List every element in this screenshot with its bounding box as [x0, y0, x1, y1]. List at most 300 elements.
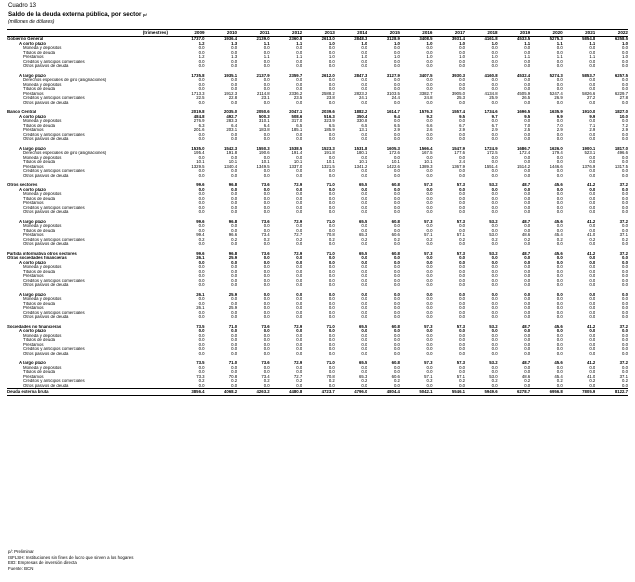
cell-value: 1.3 [231, 41, 238, 46]
row-label: Préstamos [23, 306, 44, 310]
row-label: Moneda y depósitos [23, 224, 62, 228]
cell-value: 0.0 [622, 297, 628, 301]
cell-value: 48.7 [521, 183, 531, 187]
cell-value: 0.0 [231, 242, 238, 246]
cell-value: 0.0 [589, 347, 596, 351]
cell-value: 0.0 [524, 351, 531, 356]
cell-value: 185.9 [324, 128, 335, 132]
cell-value: 0.0 [296, 260, 303, 265]
title-text: Saldo de la deuda externa pública, por sector [8, 11, 142, 18]
cell-value: 167.5 [421, 151, 433, 155]
cell-value: 24.8 [424, 96, 433, 100]
year-header: 2017 [433, 30, 466, 37]
cell-value: 0.0 [198, 50, 205, 55]
cell-value: 0.2 [622, 237, 628, 242]
cell-value: 0.0 [556, 315, 563, 319]
cell-value: 0.0 [296, 310, 303, 315]
cell-value: 172.4 [519, 151, 531, 155]
cell-value: 5826.6 [582, 91, 596, 96]
cell-value: 0.0 [361, 196, 368, 201]
cell-value: 0.0 [622, 310, 628, 315]
cell-value: 1.0 [361, 41, 368, 46]
cell-value: 0.0 [556, 278, 563, 283]
cell-value: 0.0 [198, 100, 205, 105]
cell-value: 0.0 [622, 370, 628, 374]
cell-value: 24.1 [359, 96, 368, 100]
cell-value: 0.0 [296, 205, 303, 210]
cell-value: 0.0 [524, 192, 531, 196]
cell-value: 48.7 [521, 251, 531, 256]
cell-value: 2.9 [459, 128, 466, 132]
cell-value: 283.3 [226, 119, 238, 123]
cell-value: 0.0 [556, 260, 563, 265]
cell-value: 177.6 [454, 151, 466, 155]
cell-value: 0.0 [589, 50, 596, 55]
cell-value: 0.0 [426, 59, 433, 64]
cell-value: 0.0 [622, 82, 628, 87]
cell-value: 0.0 [328, 370, 335, 374]
cell-value: 0.0 [524, 383, 531, 388]
cell-value: 1523.3 [321, 146, 335, 151]
cell-value: 0.0 [296, 82, 303, 87]
cell-value: 0.0 [231, 155, 238, 160]
cell-value: 0.0 [524, 265, 531, 269]
cell-value: 45.6 [554, 251, 563, 256]
cell-value: 0.0 [393, 173, 400, 178]
cell-value: 0.0 [491, 192, 498, 196]
cell-value: 0.0 [263, 301, 270, 306]
cell-value: 45.6 [554, 324, 563, 329]
row-label: A largo plazo [19, 292, 46, 297]
cell-value: 0.0 [589, 383, 596, 388]
cell-value: 0.0 [589, 283, 596, 287]
cell-value: 23.5 [293, 96, 303, 100]
row-label: Préstamos [23, 274, 44, 278]
cell-value: 0.0 [491, 383, 498, 388]
cell-value: 0.0 [556, 132, 563, 137]
cell-value: 0.0 [328, 329, 335, 333]
cell-value: 0.0 [328, 132, 335, 137]
cell-value: 41.0 [586, 374, 596, 379]
cell-value: 508.6 [291, 114, 303, 119]
cell-value: 1542.3 [223, 146, 238, 151]
cell-value: 0.0 [361, 278, 368, 283]
cell-value: 0.0 [524, 64, 531, 68]
cell-value: 57.1 [456, 374, 466, 379]
cell-value: 172.6 [389, 151, 400, 155]
cell-value: 0.0 [622, 315, 628, 319]
cell-value: 0.0 [393, 365, 400, 370]
cell-value: 0.0 [231, 347, 238, 351]
cell-value: 60.8 [391, 183, 400, 187]
cell-value: 37.2 [619, 183, 628, 187]
cell-value: 10.1 [228, 160, 238, 164]
cell-value: 0.0 [231, 196, 238, 201]
cell-value: 0.0 [231, 383, 238, 388]
row-label: Partida informativa otros sectores [7, 251, 77, 256]
cell-value: 0.0 [328, 196, 335, 201]
table-number: Cuadro 13 [8, 3, 37, 9]
cell-value: 0.0 [459, 169, 466, 173]
cell-value: 1.0 [622, 55, 628, 59]
row-label: Otros pasivos de deuda [23, 210, 69, 214]
cell-value: 0.0 [361, 228, 368, 233]
cell-value: 0.2 [296, 379, 303, 383]
cell-value: 0.0 [459, 192, 466, 196]
cell-value: 1321.5 [321, 164, 335, 169]
cell-value: 0.0 [198, 132, 205, 137]
cell-value: 0.0 [263, 64, 270, 68]
row-label: Títulos de deuda [23, 370, 56, 374]
cell-value: 0.0 [556, 383, 563, 388]
cell-value: 0.0 [198, 370, 205, 374]
cell-value: 0.2 [622, 379, 628, 383]
cell-value: 57.1 [424, 233, 433, 237]
cell-value: 0.0 [198, 205, 205, 210]
cell-value: 0.0 [263, 137, 270, 141]
cell-value: 0.0 [426, 242, 433, 246]
cell-value: 1.1 [589, 55, 596, 59]
cell-value: 0.0 [328, 137, 335, 141]
cell-value: 0.0 [393, 351, 400, 356]
cell-value: 1566.4 [419, 146, 433, 151]
cell-value: 0.0 [491, 160, 498, 164]
cell-value: 1340.4 [223, 164, 238, 169]
cell-value: 0.0 [589, 187, 596, 192]
cell-value: 0.0 [328, 351, 335, 356]
cell-value: 0.0 [426, 383, 433, 388]
cell-value: 10.1 [391, 160, 400, 164]
cell-value: 1882.2 [354, 110, 368, 114]
cell-value: 1.0 [459, 55, 466, 59]
cell-value: 0.0 [556, 256, 563, 260]
cell-value: 0.0 [556, 119, 563, 123]
cell-value: 0.0 [459, 269, 466, 274]
cell-value: 0.0 [296, 187, 303, 192]
cell-value: 0.0 [491, 242, 498, 246]
cell-value: 0.0 [491, 310, 498, 315]
cell-value: 0.0 [556, 59, 563, 64]
cell-value: 0.0 [296, 329, 303, 333]
cell-value: 0.0 [556, 100, 563, 105]
cell-value: 0.0 [296, 155, 303, 160]
cell-value: 0.0 [393, 228, 400, 233]
cell-value: 0.0 [328, 187, 335, 192]
cell-value: 0.0 [328, 333, 335, 338]
cell-value: 24.4 [391, 96, 400, 100]
cell-value: 3128.9 [386, 36, 400, 41]
cell-value: 0.0 [589, 265, 596, 269]
cell-value: 1535.0 [191, 146, 205, 151]
row-label: Gobierno General [7, 36, 44, 41]
cell-value: 0.0 [393, 278, 400, 283]
cell-value: 1.1 [556, 41, 563, 46]
row-label: A largo plazo [19, 73, 46, 78]
cell-value: 0.0 [231, 278, 238, 283]
cell-value: 6.7 [491, 123, 498, 128]
row-label: Títulos de deuda [23, 269, 56, 274]
row-label: Otros pasivos de deuda [23, 64, 69, 68]
cell-value: 0.0 [263, 265, 270, 269]
cell-value: 45.4 [554, 233, 563, 237]
cell-value: 0.0 [393, 82, 400, 87]
cell-value: 0.0 [328, 87, 335, 91]
cell-value: 26.1 [196, 306, 205, 310]
cell-value: 2050.6 [256, 110, 270, 114]
cell-value: 0.0 [426, 155, 433, 160]
cell-value: 0.0 [361, 87, 368, 91]
cell-value: 1.0 [491, 41, 498, 46]
cell-value: 0.0 [459, 301, 466, 306]
cell-value: 41.0 [586, 233, 596, 237]
cell-value: 0.0 [361, 365, 368, 370]
cell-value: 0.0 [524, 224, 531, 228]
cell-value: 0.0 [393, 78, 400, 82]
cell-value: 0.0 [231, 100, 238, 105]
cell-value: 65.5 [359, 324, 368, 329]
cell-value: 0.0 [296, 59, 303, 64]
cell-value: 5247.4 [549, 91, 563, 96]
cell-value: 0.0 [263, 132, 270, 137]
cell-value: 0.0 [622, 301, 628, 306]
cell-value: 0.0 [296, 210, 303, 214]
cell-value: 0.0 [622, 278, 628, 283]
cell-value: 9.9 [589, 114, 596, 119]
cell-value: 1900.1 [582, 146, 596, 151]
cell-value: 0.0 [622, 274, 628, 278]
cell-value: 0.0 [328, 278, 335, 283]
cell-value: 0.0 [263, 365, 270, 370]
cell-value: 4532.4 [517, 73, 531, 78]
cell-value: 0.2 [231, 379, 238, 383]
cell-value: 73.6 [261, 361, 270, 365]
cell-value: 53.2 [489, 251, 498, 256]
cell-value: 0.0 [524, 59, 531, 64]
total-value: 5546.1 [433, 389, 466, 396]
row-label: A largo plazo [19, 219, 46, 224]
row-label: Otros pasivos de deuda [23, 173, 69, 178]
cell-value: 0.0 [589, 329, 596, 333]
cell-value: 0.0 [361, 50, 368, 55]
cell-value: 10.1 [359, 160, 368, 164]
total-row [7, 389, 628, 396]
cell-value: 57.3 [456, 219, 466, 224]
cell-value: 0.0 [459, 265, 466, 269]
cell-value: 48.7 [521, 219, 531, 224]
cell-value: 0.0 [361, 260, 368, 265]
cell-value: 0.0 [198, 201, 205, 205]
cell-value: 1.1 [589, 41, 596, 46]
cell-value: 0.0 [296, 201, 303, 205]
cell-value: 0.0 [361, 351, 368, 356]
cell-value: 0.0 [198, 82, 205, 87]
cell-value: 10.1 [326, 160, 335, 164]
cell-value: 57.1 [456, 233, 466, 237]
cell-value: 0.0 [263, 173, 270, 178]
cell-value: 0.0 [556, 365, 563, 370]
cell-value: 0.0 [524, 283, 531, 287]
cell-value: 0.0 [622, 269, 628, 274]
row-label: Títulos de deuda [23, 123, 56, 128]
cell-value: 0.0 [589, 306, 596, 310]
cell-value: 0.0 [231, 132, 238, 137]
cell-value: 1576.3 [419, 110, 433, 114]
cell-value: 0.0 [198, 283, 205, 287]
cell-value: 0.0 [491, 173, 498, 178]
cell-value: 0.0 [426, 265, 433, 269]
row-label: Títulos de deuda [23, 301, 56, 306]
cell-value: 0.0 [589, 292, 596, 297]
cell-value: 0.0 [426, 365, 433, 370]
cell-value: 191.8 [226, 151, 238, 155]
cell-value: 0.0 [459, 315, 466, 319]
cell-value: 72.7 [293, 374, 303, 379]
cell-value: 0.0 [459, 210, 466, 214]
cell-value: 0.0 [198, 210, 205, 214]
cell-value: 0.0 [198, 315, 205, 319]
row-label: Moneda y depósitos [23, 265, 62, 269]
cell-value: 0.0 [622, 256, 628, 260]
total-value: 5042.1 [400, 389, 433, 396]
cell-value: 0.2 [361, 237, 368, 242]
cell-value: 0.0 [524, 278, 531, 283]
footnote: ISFLSH: Instituciones sin fines de lucro que sirven a los hogares [8, 554, 134, 560]
cell-value: 0.0 [589, 64, 596, 68]
cell-value: 0.0 [263, 283, 270, 287]
cell-value: 0.0 [263, 87, 270, 91]
cell-value: 0.0 [296, 342, 303, 347]
cell-value: 0.2 [393, 379, 400, 383]
cell-value: 0.0 [263, 338, 270, 342]
cell-value: 53.0 [489, 374, 498, 379]
cell-value: 350.4 [356, 114, 368, 119]
cell-value: 0.0 [524, 365, 531, 370]
row-label: Otros pasivos de deuda [23, 137, 69, 141]
cell-value: 0.0 [459, 46, 466, 50]
cell-value: 0.0 [263, 274, 270, 278]
cell-value: 0.2 [198, 237, 205, 242]
cell-value: 72.9 [293, 183, 303, 187]
cell-value: 0.0 [426, 306, 433, 310]
total-value: 3856.4 [172, 389, 205, 396]
cell-value: 0.0 [491, 59, 498, 64]
cell-value: 0.0 [491, 169, 498, 173]
cell-value: 0.0 [491, 283, 498, 287]
cell-value: 6.6 [426, 123, 433, 128]
cell-value: 0.0 [393, 269, 400, 274]
cell-value: 0.0 [328, 173, 335, 178]
cell-value: 0.0 [393, 205, 400, 210]
cell-value: 96.8 [228, 183, 238, 187]
row-label: Créditos y anticipos comerciales [23, 169, 85, 173]
cell-value: 0.0 [589, 297, 596, 301]
cell-value: 41.2 [586, 219, 596, 224]
cell-value: 0.0 [589, 173, 596, 178]
cell-value: 0.0 [361, 201, 368, 205]
cell-value: 0.0 [198, 278, 205, 283]
cell-value: 72.9 [293, 251, 303, 256]
cell-value: 0.0 [459, 82, 466, 87]
cell-value: 0.0 [393, 315, 400, 319]
row-label: Títulos de deuda [23, 160, 56, 164]
row-label: Préstamos [23, 91, 44, 96]
cell-value: 0.2 [459, 237, 466, 242]
cell-value: 0.0 [426, 50, 433, 55]
cell-value: 0.0 [426, 173, 433, 178]
cell-value: 0.0 [361, 169, 368, 173]
cell-value: 1.1 [296, 55, 303, 59]
cell-value: 0.0 [361, 333, 368, 338]
cell-value: 0.0 [622, 187, 628, 192]
cell-value: 37.2 [619, 324, 628, 329]
cell-value: 0.0 [231, 201, 238, 205]
cell-value: 0.0 [556, 301, 563, 306]
cell-value: 57.3 [456, 251, 466, 256]
cell-value: 57.3 [424, 324, 433, 329]
cell-value: 0.0 [589, 278, 596, 283]
cell-value: 0.0 [426, 342, 433, 347]
cell-value: 0.0 [491, 132, 498, 137]
cell-value: 1.1 [263, 41, 270, 46]
cell-value: 1.0 [393, 55, 400, 59]
row-label: Créditos y anticipos comerciales [23, 379, 85, 383]
cell-value: 0.0 [491, 365, 498, 370]
cell-value: 0.0 [263, 292, 270, 297]
cell-value: 0.0 [524, 187, 531, 192]
cell-value: 0.0 [361, 173, 368, 178]
cell-value: 27.8 [619, 96, 628, 100]
cell-value: 0.0 [328, 338, 335, 342]
cell-value: 37.2 [619, 219, 628, 224]
cell-value: 0.0 [556, 228, 563, 233]
cell-value: 0.0 [524, 315, 531, 319]
cell-value: 0.0 [459, 224, 466, 228]
cell-value: 0.0 [393, 347, 400, 351]
cell-value: 57.3 [456, 324, 466, 329]
cell-value: 0.0 [622, 228, 628, 233]
cell-value: 0.0 [393, 333, 400, 338]
cell-value: 0.0 [622, 242, 628, 246]
cell-value: 2.9 [622, 128, 628, 132]
cell-value: 0.0 [524, 292, 531, 297]
cell-value: 0.0 [296, 169, 303, 173]
cell-value: 9.5 [459, 114, 466, 119]
cell-value: 0.0 [556, 46, 563, 50]
cell-value: 0.0 [491, 329, 498, 333]
cell-value: 1935.1 [223, 73, 238, 78]
cell-value: 0.0 [361, 82, 368, 87]
cell-value: 0.0 [296, 78, 303, 82]
cell-value: 0.0 [556, 78, 563, 82]
year-header: 2015 [367, 30, 400, 37]
cell-value: 0.0 [622, 351, 628, 356]
cell-value: 0.0 [426, 100, 433, 105]
cell-value: 0.0 [524, 333, 531, 338]
cell-value: 0.0 [263, 78, 270, 82]
cell-value: 6.7 [459, 123, 466, 128]
cell-value: 492.7 [226, 114, 238, 119]
cell-value: 0.0 [328, 242, 335, 246]
cell-value: 0.0 [361, 342, 368, 347]
cell-value: 0.0 [231, 224, 238, 228]
cell-value: 0.2 [361, 379, 368, 383]
cell-value: 0.0 [524, 297, 531, 301]
cell-value: 22.5 [196, 96, 205, 100]
cell-value: 0.0 [426, 292, 433, 297]
cell-value: 0.0 [622, 265, 628, 269]
cell-value: 2137.9 [256, 73, 270, 78]
cell-value: 0.0 [296, 242, 303, 246]
